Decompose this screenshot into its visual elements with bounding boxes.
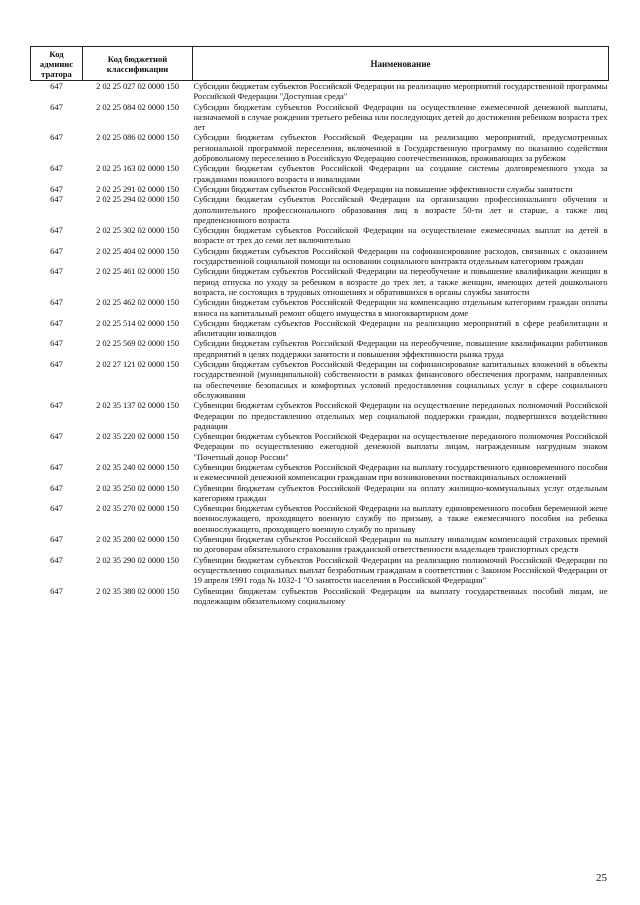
budget-code-cell: 2 02 25 514 02 0000 150 bbox=[96, 317, 179, 328]
table-row bbox=[31, 534, 609, 555]
name-cell: Субсидии бюджетам субъектов Российской Федерации на осуществление ежемесячных выплат на детей в возрасте от трех до семи лет включительно bbox=[193, 225, 608, 246]
budget-code-cell: 2 02 25 302 02 0000 150 bbox=[96, 225, 179, 236]
admin-code-cell: 647 bbox=[50, 225, 63, 236]
admin-code-cell: 647 bbox=[50, 431, 63, 442]
table-row bbox=[31, 555, 609, 586]
name-cell: Субвенции бюджетам субъектов Российской Федерации на выплату государственного единовременного пособия и ежемесячной денежной компенсации гражданам при возникновении поствакцинальных осложнений bbox=[193, 461, 608, 483]
table-row bbox=[31, 246, 609, 267]
table-row bbox=[31, 400, 609, 431]
budget-code-cell: 2 02 25 084 02 0000 150 bbox=[96, 101, 179, 112]
admin-code-cell: 647 bbox=[50, 359, 63, 370]
admin-code-cell: 647 bbox=[50, 183, 63, 194]
budget-code-cell: 2 02 25 163 02 0000 150 bbox=[96, 163, 179, 174]
budget-code-cell: 2 02 25 461 02 0000 150 bbox=[96, 266, 179, 277]
name-cell: Субсидии бюджетам субъектов Российской Федерации на компенсацию отдельным категориям граждан оплаты взноса на капитальный ремонт общего имущества в многоквартирном доме bbox=[193, 297, 608, 318]
table-row bbox=[31, 184, 609, 194]
name-cell: Субсидии бюджетам субъектов Российской Федерации на переобучение и повышение квалификации женщин в период отпуска по уходу за ребенком в возрасте до трех лет, а также женщин, имеющих детей дошкольного возраста, не состоящих в трудовых отношениях и обратившихся в органы службы занятости bbox=[193, 266, 608, 297]
table-row bbox=[31, 194, 609, 225]
table-row bbox=[31, 338, 609, 359]
name-cell: Субсидии бюджетам субъектов Российской Федерации на создание системы долговременного ухода за гражданами пожилого возраста и инвалидами bbox=[193, 163, 608, 184]
table-header bbox=[31, 47, 609, 81]
admin-code-cell: 647 bbox=[50, 81, 63, 91]
table-row bbox=[31, 462, 609, 483]
table-row bbox=[31, 431, 609, 462]
name-cell: Субвенции бюджетам субъектов Российской Федерации на осуществление переданных полномочий Российской Федерации по предоставлению отдельных мер социальной поддержки граждан, подвергшихся воздействию радиации bbox=[193, 400, 608, 431]
admin-code-cell: 647 bbox=[50, 338, 63, 349]
name-cell: Субвенции бюджетам субъектов Российской Федерации на выплату инвалидам компенсаций страховых премий по договорам обязательного страхования гражданской ответственности владельцев транспортных средств bbox=[193, 534, 608, 555]
table-row bbox=[31, 132, 609, 163]
name-cell: Субсидии бюджетам субъектов Российской Федерации на осуществление ежемесячной денежной выплаты, назначаемой в случае рождения третьего ребенка или последующих детей до достижения ребенком возраста трех лет bbox=[193, 101, 608, 133]
admin-code-cell: 647 bbox=[50, 461, 63, 472]
budget-code-cell: 2 02 35 240 02 0000 150 bbox=[96, 461, 179, 472]
header-admin-code: Код админис тратора bbox=[31, 47, 83, 81]
name-cell: Субсидии бюджетам субъектов Российской Федерации на организацию профессионального обучения и дополнительного профессионального образования лиц в возрасте 50-ти лет и старше, а также лиц предпенсионного возраста bbox=[193, 194, 608, 225]
admin-code-cell: 647 bbox=[50, 245, 63, 256]
admin-code-cell: 647 bbox=[50, 297, 63, 308]
admin-code-cell: 647 bbox=[50, 503, 63, 514]
admin-code-cell: 647 bbox=[50, 317, 63, 328]
table-row bbox=[31, 102, 609, 133]
table-row bbox=[31, 318, 609, 339]
budget-code-cell: 2 02 25 086 02 0000 150 bbox=[96, 132, 179, 143]
name-cell: Субвенции бюджетам субъектов Российской Федерации на оплату жилищно-коммунальных услуг отдельным категориям граждан bbox=[193, 482, 608, 503]
name-cell: Субсидии бюджетам субъектов Российской Федерации на софинансирование расходов, связанных с оказанием государственной социальной помощи на основании социального контракта отдельным категориям граждан bbox=[193, 245, 608, 267]
admin-code-cell: 647 bbox=[50, 534, 63, 545]
budget-code-cell: 2 02 35 380 02 0000 150 bbox=[96, 585, 179, 596]
budget-code-cell: 2 02 35 137 02 0000 150 bbox=[96, 400, 179, 411]
name-cell: Субсидии бюджетам субъектов Российской Федерации на реализацию мероприятий, предусмотренных региональной программой переселения, включенной в Государственную программу по оказанию содействия добровольному переселению в Российскую Федерацию соотечественников, проживающих за рубежом bbox=[193, 132, 608, 164]
admin-code-cell: 647 bbox=[50, 482, 63, 493]
header-name: Наименование bbox=[193, 47, 609, 81]
name-cell: Субвенции бюджетам субъектов Российской Федерации на выплату единовременного пособия беременной жене военнослужащего, проходящего военную службу по призыву, а также ежемесячного пособия на ребенка военнослужащего, проходящего военную службу по призыву bbox=[193, 503, 608, 534]
table-row bbox=[31, 359, 609, 400]
table-row bbox=[31, 225, 609, 246]
page-number: 25 bbox=[596, 872, 607, 884]
table-body bbox=[31, 81, 609, 607]
document-page bbox=[30, 46, 608, 606]
budget-code-cell: 2 02 25 291 02 0000 150 bbox=[96, 183, 179, 194]
budget-code-cell: 2 02 35 280 02 0000 150 bbox=[96, 534, 179, 545]
name-cell: Субсидии бюджетам субъектов Российской Федерации на реализацию мероприятий в сфере реабилитации и абилитации инвалидов bbox=[193, 317, 608, 339]
budget-code-cell: 2 02 35 290 02 0000 150 bbox=[96, 554, 179, 565]
admin-code-cell: 647 bbox=[50, 132, 63, 143]
admin-code-cell: 647 bbox=[50, 163, 63, 174]
budget-classification-table bbox=[30, 46, 609, 606]
budget-code-cell: 2 02 25 404 02 0000 150 bbox=[96, 245, 179, 256]
header-budget-code: Код бюджетной классификации bbox=[83, 47, 193, 81]
table-row bbox=[31, 163, 609, 184]
budget-code-cell: 2 02 35 270 02 0000 150 bbox=[96, 503, 179, 514]
budget-code-cell: 2 02 35 220 02 0000 150 bbox=[96, 431, 179, 442]
budget-code-cell: 2 02 25 027 02 0000 150 bbox=[96, 81, 179, 91]
admin-code-cell: 647 bbox=[50, 194, 63, 205]
table-row bbox=[31, 503, 609, 534]
name-cell: Субвенции бюджетам субъектов Российской Федерации на выплату государственных пособий лицам, не подлежащим обязательному социальному bbox=[193, 585, 608, 606]
table-row bbox=[31, 81, 609, 102]
table-row bbox=[31, 266, 609, 297]
name-cell: Субсидии бюджетам субъектов Российской Федерации на реализацию мероприятий государственной программы Российской Федерации "Доступная среда" bbox=[193, 81, 608, 102]
admin-code-cell: 647 bbox=[50, 101, 63, 112]
name-cell: Субвенции бюджетам субъектов Российской Федерации на реализацию полномочий Российской Федерации по осуществлению социальных выплат безработным гражданам в соответствии с Законом Российской Федерации от 19 апреля 1991 года № 1032-1 "О занятости населения в Российской Федерации" bbox=[193, 554, 608, 586]
table-row bbox=[31, 586, 609, 607]
admin-code-cell: 647 bbox=[50, 585, 63, 596]
budget-code-cell: 2 02 27 121 02 0000 150 bbox=[96, 359, 179, 370]
budget-code-cell: 2 02 25 294 02 0000 150 bbox=[96, 194, 179, 205]
admin-code-cell: 647 bbox=[50, 554, 63, 565]
name-cell: Субсидии бюджетам субъектов Российской Федерации на переобучение, повышение квалификации работников предприятий в целях поддержки занятости и повышения эффективности рынка труда bbox=[193, 338, 608, 359]
name-cell: Субсидии бюджетам субъектов Российской Федерации на софинансирование капитальных вложений в объекты государственной (муниципальной) собственности в рамках финансового обеспечения программ, направленных на обеспечение безопасных и комфортных условий предоставления социальных услуг в сфере социального обслуживания bbox=[193, 359, 608, 400]
name-cell: Субсидии бюджетам субъектов Российской Федерации на повышение эффективности службы занятости bbox=[193, 183, 573, 194]
table-row bbox=[31, 297, 609, 318]
name-cell: Субвенции бюджетам субъектов Российской Федерации на осуществление переданного полномочия Российской Федерации по осуществлению ежегодной денежной выплаты лицам, награжденным нагрудным знаком "Почетный донор России" bbox=[193, 431, 608, 462]
budget-code-cell: 2 02 25 569 02 0000 150 bbox=[96, 338, 179, 349]
budget-code-cell: 2 02 25 462 02 0000 150 bbox=[96, 297, 179, 308]
admin-code-cell: 647 bbox=[50, 266, 63, 277]
admin-code-cell: 647 bbox=[50, 400, 63, 411]
budget-code-cell: 2 02 35 250 02 0000 150 bbox=[96, 482, 179, 493]
table-row bbox=[31, 483, 609, 504]
